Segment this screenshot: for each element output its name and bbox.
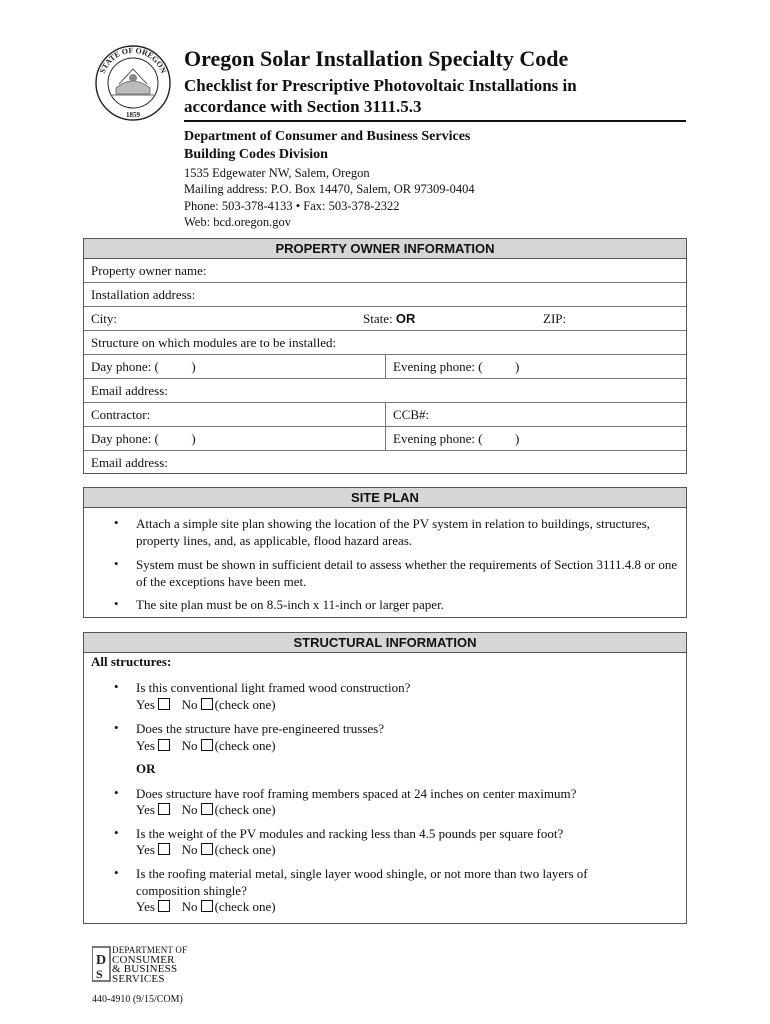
- division-name: Building Codes Division: [184, 147, 328, 162]
- structural-info-section: [83, 632, 687, 924]
- structural-question: Does the structure have pre-engineered trusses?: [136, 721, 384, 736]
- site-plan-item: The site plan must be on 8.5-inch x 11-inch or larger paper.: [136, 597, 444, 612]
- form-number: 440-4910 (9/15/COM): [92, 994, 183, 1005]
- bullet-icon: •: [114, 720, 119, 735]
- no-checkbox[interactable]: [201, 803, 213, 815]
- bullet-icon: •: [114, 556, 119, 571]
- header-divider: [184, 120, 686, 122]
- structural-question: Is the roofing material metal, single layer wood shingle, or not more than two layers of composition shingle?: [136, 866, 588, 898]
- state-value: OR: [395, 311, 416, 326]
- bullet-icon: •: [114, 825, 119, 840]
- yes-checkbox[interactable]: [158, 803, 170, 815]
- svg-text:1859: 1859: [126, 111, 140, 119]
- property-owner-heading: PROPERTY OWNER INFORMATION: [84, 239, 686, 259]
- mailing-address: Mailing address: P.O. Box 14470, Salem, OR 97309-0404: [184, 182, 475, 197]
- owner-evening-phone-field[interactable]: Evening phone: ( ): [385, 355, 687, 378]
- yes-checkbox[interactable]: [158, 698, 170, 710]
- address-block: [184, 165, 475, 230]
- phone-fax: Phone: 503-378-4133 • Fax: 503-378-2322: [184, 198, 400, 213]
- yes-no-choice: Yes No (check one): [136, 842, 276, 857]
- owner-day-phone-field[interactable]: Day phone: ( ): [91, 359, 196, 374]
- no-checkbox[interactable]: [201, 698, 213, 710]
- state-field[interactable]: [356, 307, 415, 330]
- yes-no-choice: Yes No (check one): [136, 697, 276, 712]
- structural-question: Is this conventional light framed wood construction?: [136, 680, 411, 695]
- owner-email-label: Email address:: [91, 383, 168, 398]
- ccb-field[interactable]: CCB#:: [385, 403, 687, 426]
- bullet-icon: •: [114, 865, 119, 880]
- installation-address-row[interactable]: [84, 283, 686, 307]
- contractor-email-label: Email address:: [91, 455, 168, 470]
- contractor-phone-row: [84, 427, 686, 451]
- contractor-email-row[interactable]: [84, 451, 686, 475]
- property-owner-section: [83, 238, 687, 474]
- bullet-icon: •: [114, 785, 119, 800]
- yes-checkbox[interactable]: [158, 739, 170, 751]
- svg-text:STATE OF OREGON: STATE OF OREGON: [97, 45, 169, 75]
- no-checkbox[interactable]: [201, 843, 213, 855]
- svg-text:D: D: [96, 953, 107, 968]
- site-plan-heading: SITE PLAN: [84, 488, 686, 508]
- owner-name-label: Property owner name:: [91, 263, 207, 278]
- structural-info-heading: STRUCTURAL INFORMATION: [84, 633, 686, 653]
- structural-question: Does structure have roof framing members spaced at 24 inches on center maximum?: [136, 786, 577, 801]
- svg-text:S: S: [96, 967, 103, 981]
- site-plan-section: [83, 487, 687, 618]
- contractor-day-phone-field[interactable]: Day phone: ( ): [91, 431, 196, 446]
- yes-checkbox[interactable]: [158, 843, 170, 855]
- installation-address-label: Installation address:: [91, 287, 196, 302]
- owner-email-row[interactable]: [84, 379, 686, 403]
- no-checkbox[interactable]: [201, 900, 213, 912]
- bullet-icon: •: [114, 515, 119, 530]
- contractor-field[interactable]: Contractor:: [91, 407, 151, 422]
- street-address: 1535 Edgewater NW, Salem, Oregon: [184, 166, 370, 180]
- all-structures-label: All structures:: [91, 654, 172, 669]
- site-plan-item: System must be shown in sufficient detail to assess whether the requirements of Section 3111.4.8 or one of the exceptions have been met.: [136, 557, 678, 589]
- structure-row[interactable]: [84, 331, 686, 355]
- zip-label: ZIP:: [543, 311, 567, 326]
- web-address: Web: bcd.oregon.gov: [184, 214, 291, 229]
- city-state-zip-row[interactable]: [84, 307, 686, 331]
- yes-checkbox[interactable]: [158, 900, 170, 912]
- page-title: Oregon Solar Installation Specialty Code: [184, 46, 569, 71]
- or-separator: OR: [136, 761, 156, 776]
- contractor-evening-phone-field[interactable]: Evening phone: ( ): [385, 427, 687, 450]
- no-checkbox[interactable]: [201, 739, 213, 751]
- department-block: [184, 128, 470, 164]
- yes-no-choice: Yes No (check one): [136, 802, 276, 817]
- oregon-state-seal-icon: [92, 44, 174, 122]
- yes-no-choice: Yes No (check one): [136, 899, 276, 914]
- contractor-row: [84, 403, 686, 427]
- site-plan-item: Attach a simple site plan showing the location of the PV system in relation to buildings, structures, property lines, and, as applicable, flood hazard areas.: [136, 516, 650, 548]
- owner-name-row[interactable]: [84, 259, 686, 283]
- owner-phone-row: [84, 355, 686, 379]
- department-name: Department of Consumer and Business Services: [184, 129, 471, 144]
- bullet-icon: •: [114, 596, 119, 611]
- structural-question: Is the weight of the PV modules and racking less than 4.5 pounds per square foot?: [136, 826, 564, 841]
- state-label: State:: [363, 311, 393, 326]
- bullet-icon: •: [114, 679, 119, 694]
- page-subtitle: Checklist for Prescriptive Photovoltaic Installations in accordance with Section 3111.5.3: [184, 76, 577, 116]
- structure-label: Structure on which modules are to be installed:: [91, 335, 337, 350]
- city-label: City:: [91, 311, 118, 326]
- dcbs-logo-text: DEPARTMENT OF CONSUMER & BUSINESS SERVICES: [112, 945, 188, 985]
- yes-no-choice: Yes No (check one): [136, 738, 276, 753]
